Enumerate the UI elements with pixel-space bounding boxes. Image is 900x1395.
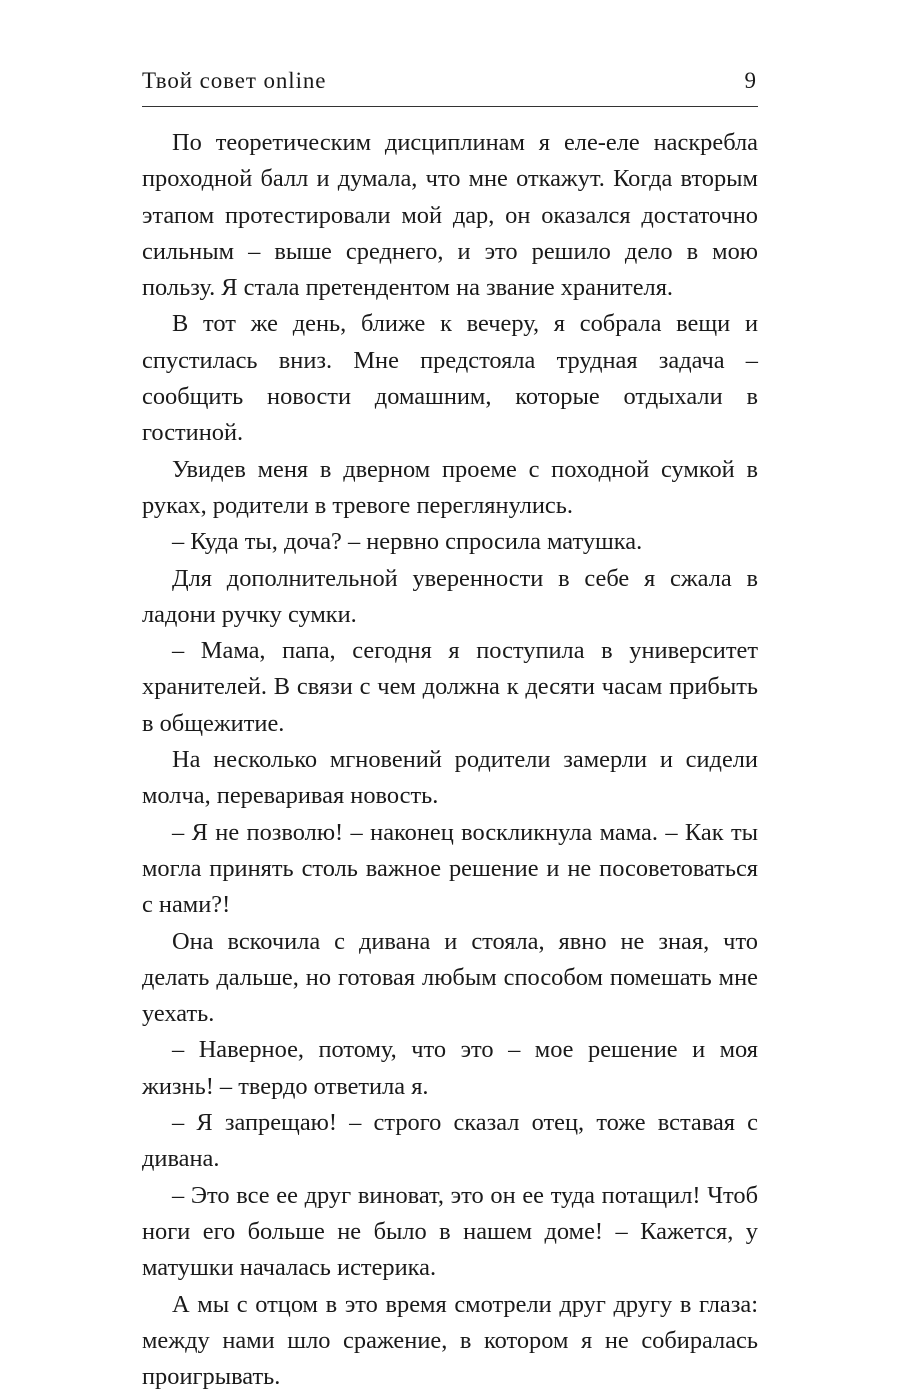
page-header: [142, 66, 758, 102]
paragraph: – Мама, папа, сегодня я поступила в университет хранителей. В связи с чем должна к десяти часам прибыть в общежитие.: [142, 633, 758, 742]
paragraph: – Наверное, потому, что это – мое решение и моя жизнь! – твердо ответила я.: [142, 1032, 758, 1105]
page-number: 9: [745, 66, 757, 96]
paragraph: – Я запрещаю! – строго сказал отец, тоже вставая с дивана.: [142, 1105, 758, 1178]
running-title: Твой совет online: [142, 66, 326, 96]
paragraph: В тот же день, ближе к вечеру, я собрала вещи и спустилась вниз. Мне предстояла трудная задача – сообщить новости домашним, которые отдыхали в гостиной.: [142, 306, 758, 451]
body-text: [142, 125, 758, 1395]
paragraph: А мы с отцом в это время смотрели друг другу в глаза: между нами шло сражение, в котором я не собиралась проигрывать.: [142, 1287, 758, 1395]
paragraph: По теоретическим дисциплинам я еле-еле наскребла проходной балл и думала, что мне откажут. Когда вторым этапом протестировали мой дар, он оказался достаточно сильным – выше среднего, и это решило дело в мою пользу. Я стала претендентом на звание хранителя.: [142, 125, 758, 306]
header-divider: [142, 106, 758, 107]
paragraph: На несколько мгновений родители замерли и сидели молча, переваривая новость.: [142, 742, 758, 815]
paragraph: Для дополнительной уверенности в себе я сжала в ладони ручку сумки.: [142, 561, 758, 634]
paragraph: – Это все ее друг виноват, это он ее туда потащил! Чтоб ноги его больше не было в нашем доме! – Кажется, у матушки началась истерика.: [142, 1178, 758, 1287]
paragraph: – Куда ты, доча? – нервно спросила матушка.: [142, 524, 758, 560]
paragraph: – Я не позволю! – наконец воскликнула мама. – Как ты могла принять столь важное решение и не посоветоваться с нами?!: [142, 815, 758, 924]
paragraph: Увидев меня в дверном проеме с походной сумкой в руках, родители в тревоге переглянулись.: [142, 452, 758, 525]
paragraph: Она вскочила с дивана и стояла, явно не зная, что делать дальше, но готовая любым способом помешать мне уехать.: [142, 924, 758, 1033]
